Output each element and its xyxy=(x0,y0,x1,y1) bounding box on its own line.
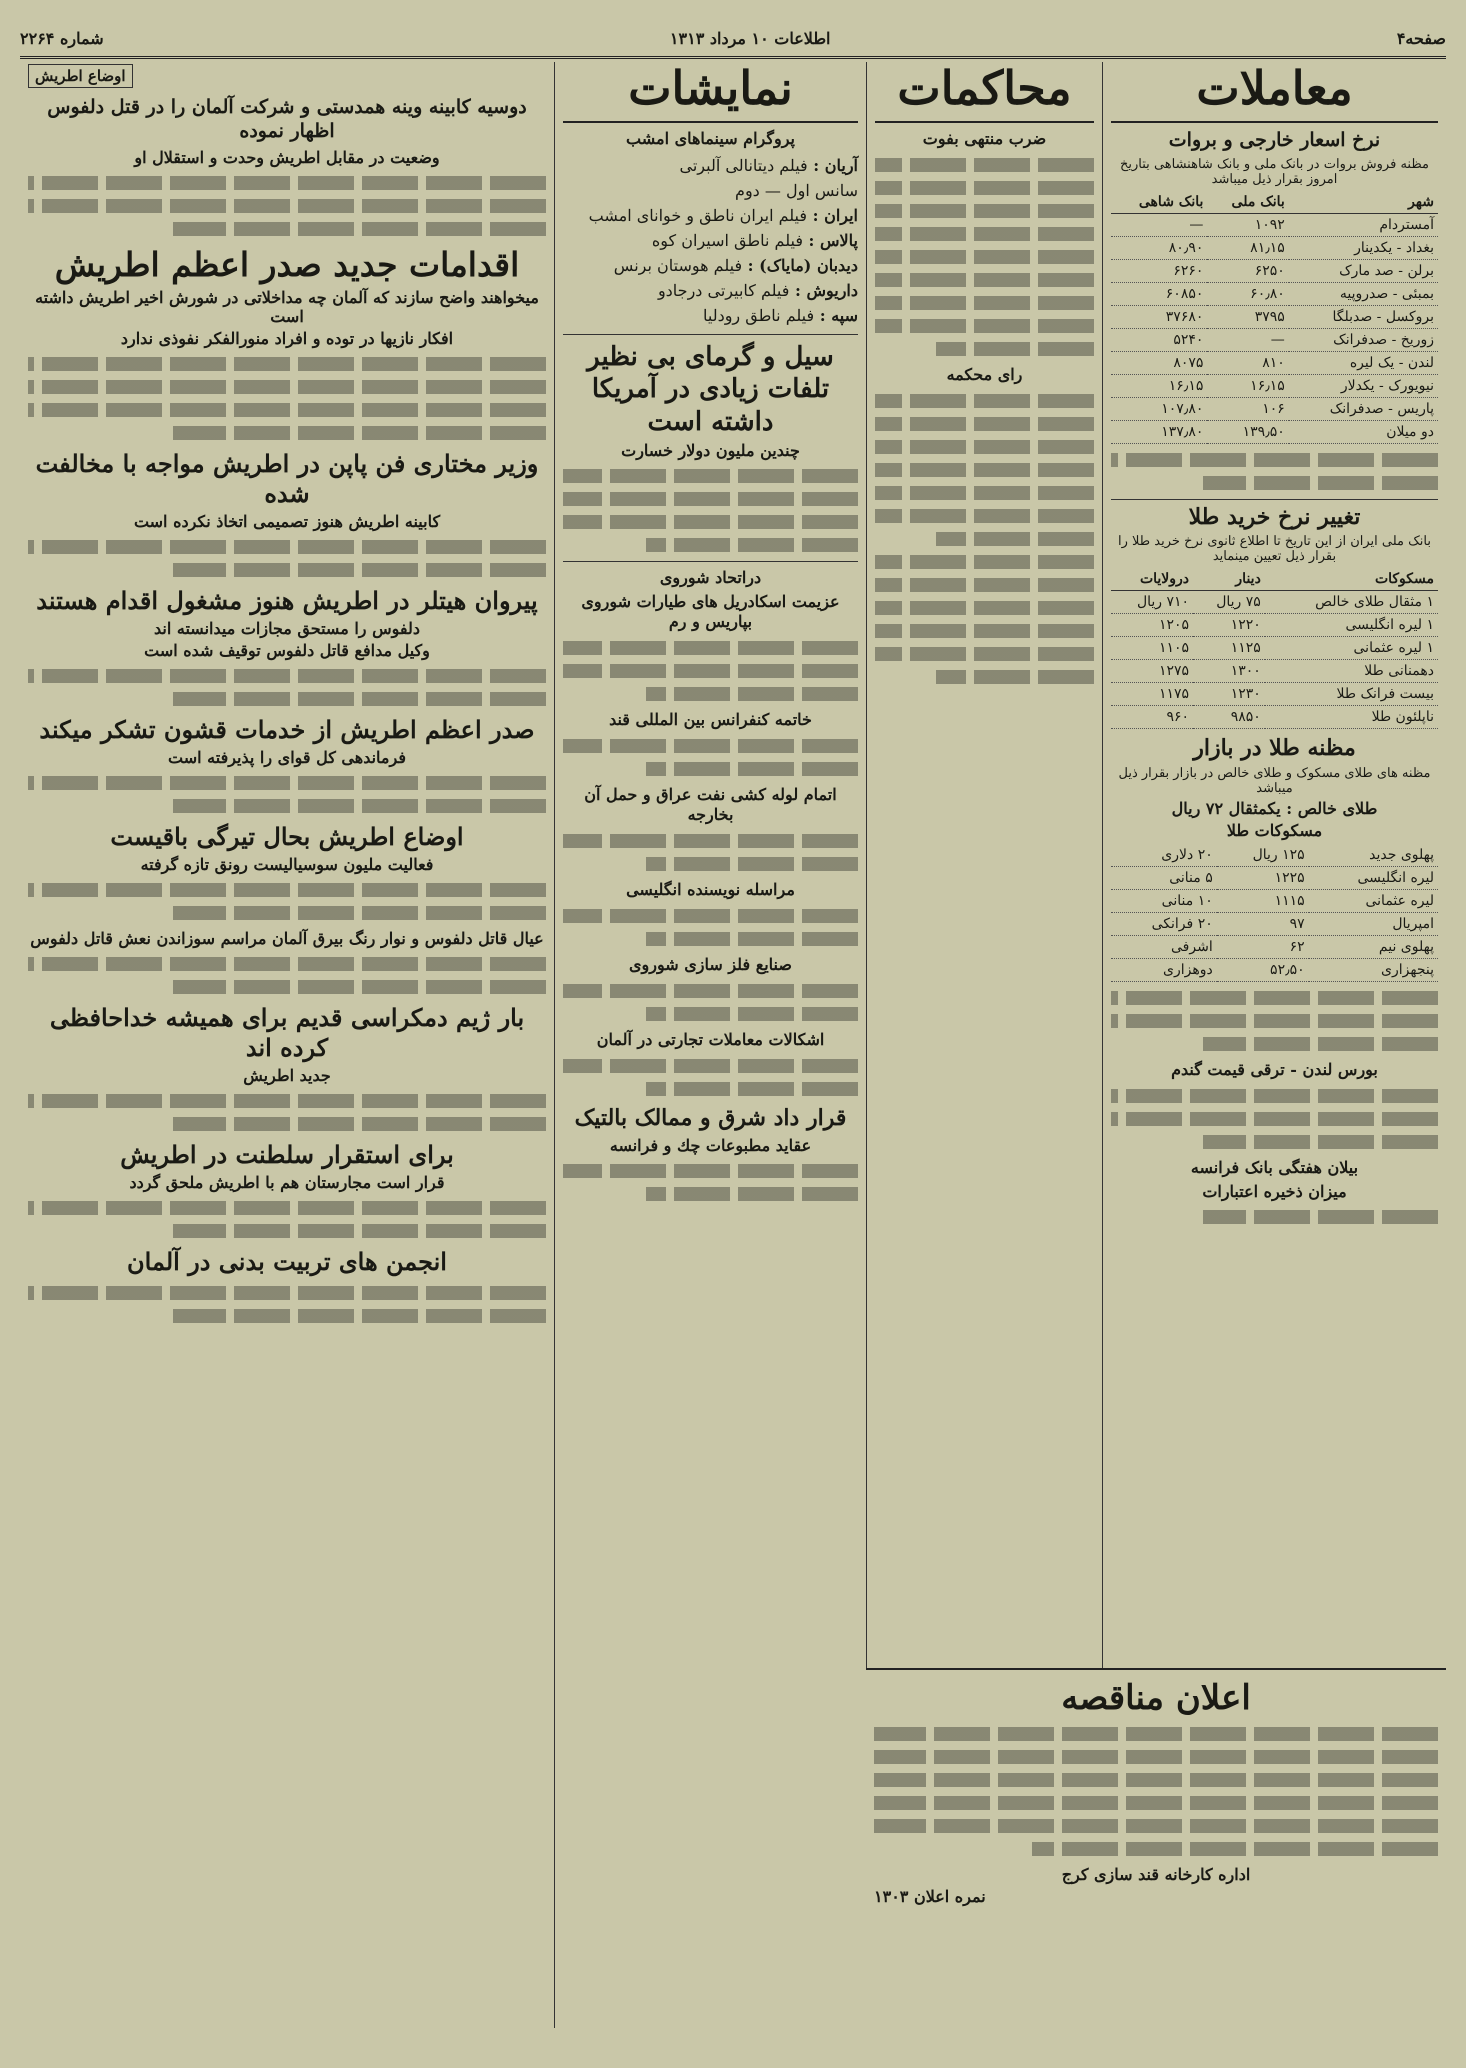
table-row xyxy=(1111,282,1438,305)
text-block xyxy=(173,906,546,920)
gold-table xyxy=(1111,568,1438,729)
list-item: داریوش : فیلم کابیرتی درجادو xyxy=(657,280,858,300)
text-block xyxy=(875,394,1094,408)
text-block xyxy=(875,181,1094,195)
price: ۱۳۰۰ xyxy=(1193,660,1265,683)
text-block xyxy=(173,980,546,994)
issue-number: شماره ۲۲۶۴ xyxy=(20,28,104,48)
rates-header: شهر xyxy=(1289,191,1438,214)
price: ۹۷ xyxy=(1217,912,1309,935)
austria-h1: دوسیه کابینه وینه همدستی و شرکت آلمان را در قتل دلفوس اظهار نموده xyxy=(47,96,527,142)
rates-table xyxy=(1111,191,1438,444)
text-block xyxy=(875,158,1094,172)
oil-title: اتمام لوله کشی نفت عراق و حمل آن بخارجه xyxy=(584,785,837,825)
text-block xyxy=(875,440,1094,454)
text-block xyxy=(875,227,1094,241)
text-block xyxy=(563,492,858,506)
austria-big1b: میخواهند واضح سازند که آلمان چه مداخلاتی در شورش اخیر اطریش داشته است xyxy=(35,288,539,327)
austria-mid7: انجمن های تربیت بدنی در آلمان xyxy=(127,1247,447,1277)
text-block xyxy=(563,909,858,923)
gold-header: درولایات xyxy=(1111,568,1193,591)
text-block xyxy=(28,883,546,897)
market-title: مظنه طلا در بازار xyxy=(1193,735,1356,762)
table-row xyxy=(1111,259,1438,282)
text-block xyxy=(874,1750,1438,1764)
rate-shahi: ۱۶٫۱۵ xyxy=(1111,374,1207,397)
austria-h5: فرماندهی کل قوای را پذیرفته است xyxy=(168,748,406,768)
table-row xyxy=(1111,351,1438,374)
coin: پنجهزاری xyxy=(1309,958,1438,981)
rate-shahi: ۶۲۶۰ xyxy=(1111,259,1207,282)
text-block xyxy=(1203,476,1438,490)
treaty-title: قرار داد شرق و ممالک بالتیک xyxy=(574,1105,847,1132)
writer-title: مراسله نویسنده انگلیسی xyxy=(626,880,795,900)
austria-box: اوضاع اطریش xyxy=(28,64,133,88)
table-row xyxy=(1111,866,1438,889)
price: ۶۲ xyxy=(1217,935,1309,958)
text-block xyxy=(874,1773,1438,1787)
city: بمبئی - صدروپیه xyxy=(1289,282,1438,305)
text-block xyxy=(173,1309,546,1323)
market-price: یکمثقال ۷۲ ریال xyxy=(1171,798,1281,818)
market-sub: طلای خالص xyxy=(1297,798,1378,818)
city: پاریس - صدفرانک xyxy=(1289,397,1438,420)
conf-title: خاتمه کنفرانس بین المللی قند xyxy=(609,710,812,730)
price: ۷۵ ریال xyxy=(1193,591,1265,614)
table-row xyxy=(1111,305,1438,328)
austria-h8: جدید اطریش xyxy=(243,1066,331,1086)
coin-2: ۵ منانی xyxy=(1111,866,1217,889)
trials-title: محاکمات xyxy=(875,62,1094,123)
table-row xyxy=(1111,328,1438,351)
city: زوریخ - صدفرانک xyxy=(1289,328,1438,351)
austria-mid4: اوضاع اطریش بحال تیرگی باقیست xyxy=(110,822,464,852)
list-item: سانس اول — دوم xyxy=(735,180,858,200)
text-block xyxy=(646,1007,858,1021)
price: ۱۲۵ ریال xyxy=(1217,844,1309,867)
austria-h7: عیال قاتل دلفوس و نوار رنگ بیرق آلمان مراسم سوزاندن نعش قاتل دلفوس xyxy=(30,929,544,949)
text-block xyxy=(936,532,1094,546)
austria-mid2: پیروان هیتلر در اطریش هنوز مشغول اقدام هستند xyxy=(36,586,538,616)
text-block xyxy=(646,1187,858,1201)
text-block xyxy=(936,670,1094,684)
industry-title: صنایع فلز سازی شوروی xyxy=(629,955,792,975)
coin: لیره انگلیسی xyxy=(1309,866,1438,889)
table-row xyxy=(1111,844,1438,867)
city: نیویورک - یکدلار xyxy=(1289,374,1438,397)
text-block xyxy=(875,509,1094,523)
film-name: فیلم ناطق اسیران کوه xyxy=(651,230,803,250)
rate-shahi: ۸۰٫۹۰ xyxy=(1111,236,1207,259)
austria-h9: قرار است مجارستان هم با اطریش ملحق گردد xyxy=(129,1173,445,1193)
text-block xyxy=(173,1224,546,1238)
text-block xyxy=(875,647,1094,661)
text-block xyxy=(875,486,1094,500)
table-row xyxy=(1111,660,1438,683)
program-title: پروگرام سینماهای امشب xyxy=(626,128,795,148)
city: لندن - یک لیره xyxy=(1289,351,1438,374)
stock-title: بورس لندن - ترقی قیمت گندم xyxy=(1171,1059,1378,1079)
rates-header: بانک ملی xyxy=(1207,191,1288,214)
austria-mid6: برای استقرار سلطنت در اطریش xyxy=(120,1140,454,1170)
shows-column xyxy=(554,62,866,2028)
text-block xyxy=(1203,1037,1438,1051)
rate-national: ۸۱٫۱۵ xyxy=(1207,236,1288,259)
gold-title: تغییر نرخ خرید طلا xyxy=(1111,499,1438,532)
price-province: ۱۲۷۵ xyxy=(1111,660,1193,683)
text-block xyxy=(646,538,858,552)
show-label-2: دوم xyxy=(735,180,760,200)
coin: لیره عثمانی xyxy=(1309,889,1438,912)
text-block xyxy=(936,342,1094,356)
text-block xyxy=(646,1082,858,1096)
rate-national: ۱۳۹٫۵۰ xyxy=(1207,420,1288,443)
table-row xyxy=(1111,706,1438,729)
table-row xyxy=(1111,420,1438,443)
text-block xyxy=(646,687,858,701)
text-block xyxy=(875,601,1094,615)
austria-box-wrap xyxy=(28,62,546,90)
price: ۱۱۲۵ xyxy=(1193,637,1265,660)
price-province: ۱۲۰۵ xyxy=(1111,614,1193,637)
text-block xyxy=(874,1796,1438,1810)
text-block xyxy=(1203,1210,1438,1224)
text-block xyxy=(173,222,546,236)
divider xyxy=(563,561,858,562)
list-item: آریان : فیلم دیتانالی آلبرتی xyxy=(679,155,858,175)
rate-national: — xyxy=(1207,328,1288,351)
table-row xyxy=(1111,912,1438,935)
austria-h1b: وضعیت در مقابل اطریش وحدت و استقلال او xyxy=(134,147,440,167)
film-name: فیلم کابیرتی درجادو xyxy=(657,280,790,300)
coin: پهلوی جدید xyxy=(1309,844,1438,867)
text-block xyxy=(1111,453,1438,467)
price-province: ۱۱۰۵ xyxy=(1111,637,1193,660)
text-block xyxy=(28,1286,546,1300)
text-block xyxy=(173,799,546,813)
rate-national: ۱۰۹۲ xyxy=(1207,213,1288,236)
cinema-name: سپه xyxy=(831,305,858,325)
text-block xyxy=(173,563,546,577)
text-block xyxy=(875,578,1094,592)
table-row xyxy=(1111,397,1438,420)
trade-title: معاملات xyxy=(1111,62,1438,123)
text-block xyxy=(563,739,858,753)
austria-h3: کابینه اطریش هنوز تصمیمی اتخاذ نکرده است xyxy=(133,512,441,532)
rate-national: ۶۰٫۸۰ xyxy=(1207,282,1288,305)
coin: بیست فرانک طلا xyxy=(1265,683,1438,706)
text-block xyxy=(563,515,858,529)
advert-number: نمره اعلان ۱۳۰۳ xyxy=(874,1887,986,1906)
rate-shahi: ۱۳۷٫۸۰ xyxy=(1111,420,1207,443)
city: برلن - صد مارک xyxy=(1289,259,1438,282)
austria-mid2b: دلفوس را مستحق مجازات میدانسته اند xyxy=(154,619,420,639)
rate-shahi: ۳۷۶۸۰ xyxy=(1111,305,1207,328)
advert-title: اعلان مناقصه xyxy=(1061,1678,1251,1718)
film-name: فیلم دیتانالی آلبرتی xyxy=(679,155,808,175)
cinema-name: ایران xyxy=(824,205,858,225)
price: ۱۲۲۵ xyxy=(1217,866,1309,889)
cinema-name: آریان xyxy=(824,155,858,175)
text-block xyxy=(1111,1089,1438,1103)
soviet-title: دراتحاد شوروی xyxy=(659,568,762,588)
price: ۱۲۳۰ xyxy=(1193,683,1265,706)
text-block xyxy=(1111,1014,1438,1028)
text-block xyxy=(875,319,1094,333)
austria-mid1: وزیر مختاری فن پاپن در اطریش مواجه با مخالفت شده xyxy=(35,449,539,509)
coins-table xyxy=(1111,844,1438,982)
rate-shahi: ۶۰۸۵۰ xyxy=(1111,282,1207,305)
city: دو میلان xyxy=(1289,420,1438,443)
text-block xyxy=(563,664,858,678)
text-block xyxy=(28,1094,546,1108)
text-block xyxy=(28,957,546,971)
text-block xyxy=(875,273,1094,287)
text-block xyxy=(173,426,546,440)
city: بغداد - یکدینار xyxy=(1289,236,1438,259)
text-block xyxy=(28,540,546,554)
text-block xyxy=(646,932,858,946)
austria-column xyxy=(20,62,554,2028)
list-item: سپه : فیلم ناطق رودلیا xyxy=(702,305,858,325)
price: ۱۲۲۰ xyxy=(1193,614,1265,637)
coin: ۱ مثقال طلای خالص xyxy=(1265,591,1438,614)
rates-header-row xyxy=(1111,191,1438,214)
text-block xyxy=(1111,991,1438,1005)
flood-sub: چندین ملیون دولار خسارت xyxy=(621,441,800,461)
coin-2: ۱۰ منانی xyxy=(1111,889,1217,912)
rates-note: مظنه فروش بروات در بانک ملی و بانک شاهنشاهی بتاریخ امروز بقرار ذیل میباشد xyxy=(1120,156,1429,187)
rate-shahi: ۸۰۷۵ xyxy=(1111,351,1207,374)
list-item: دیدبان (مایاک) : فیلم هوستان برنس xyxy=(613,255,858,275)
table-row xyxy=(1111,374,1438,397)
text-block xyxy=(28,357,546,371)
film-name: فیلم ناطق رودلیا xyxy=(702,305,815,325)
rate-national: ۱۰۶ xyxy=(1207,397,1288,420)
table-row xyxy=(1111,637,1438,660)
text-block xyxy=(646,762,858,776)
text-block xyxy=(28,669,546,683)
rate-national: ۳۷۹۵ xyxy=(1207,305,1288,328)
cinema-name: پالاس xyxy=(820,230,858,250)
table-row xyxy=(1111,213,1438,236)
text-block xyxy=(875,624,1094,638)
trials-h1: ضرب منتهی بفوت xyxy=(922,128,1047,148)
austria-h2: افکار نازیها در توده و افراد منورالفکر نفوذی ندارد xyxy=(120,329,454,349)
gold-note: بانک ملی ایران از این تاریخ تا اطلاع ثانوی نرخ خرید طلا را بقرار ذیل تعیین مینماید xyxy=(1118,534,1431,565)
text-block xyxy=(1032,1842,1438,1856)
treaty-sub: عقاید مطبوعات چك و فرانسه xyxy=(609,1135,812,1155)
rate-shahi: ۱۰۷٫۸۰ xyxy=(1111,397,1207,420)
coin: ۱ لیره انگلیسی xyxy=(1265,614,1438,637)
coin: ۱ لیره عثمانی xyxy=(1265,637,1438,660)
rate-national: ۱۶٫۱۵ xyxy=(1207,374,1288,397)
coin: ناپلئون طلا xyxy=(1265,706,1438,729)
text-block xyxy=(28,380,546,394)
rates-header: بانک شاهی xyxy=(1111,191,1207,214)
text-block xyxy=(874,1819,1438,1833)
text-block xyxy=(563,469,858,483)
tender-advert xyxy=(866,1668,1446,2028)
city: آمستردام xyxy=(1289,213,1438,236)
cinema-name: دیدبان (مایاک) xyxy=(759,255,858,275)
table-row xyxy=(1111,958,1438,981)
austria-h6: فعالیت ملیون سوسیالیست رونق تازه گرفته xyxy=(140,855,434,875)
list-item: ایران : فیلم ایران ناطق و خوانای امشب xyxy=(588,205,858,225)
page-label: صفحه۴ xyxy=(1396,28,1446,48)
austria-mid3: صدر اعظم اطریش از خدمات قشون تشکر میکند xyxy=(39,715,535,745)
text-block xyxy=(28,1201,546,1215)
list-item: پالاس : فیلم ناطق اسیران کوه xyxy=(651,230,858,250)
rate-national: ۶۲۵۰ xyxy=(1207,259,1288,282)
text-block xyxy=(563,984,858,998)
text-block xyxy=(874,1727,1438,1741)
price-province: ۷۱۰ ریال xyxy=(1111,591,1193,614)
text-block xyxy=(875,555,1094,569)
show-label: سانس اول xyxy=(785,180,858,200)
coin-2: دوهزاری xyxy=(1111,958,1217,981)
text-block xyxy=(875,463,1094,477)
coins-title: مسکوکات طلا xyxy=(1226,820,1323,840)
table-row xyxy=(1111,614,1438,637)
city: بروکسل - صدبلگا xyxy=(1289,305,1438,328)
rate-shahi: ۵۲۴۰ xyxy=(1111,328,1207,351)
price: ۵۲٫۵۰ xyxy=(1217,958,1309,981)
coin: پهلوی نیم xyxy=(1309,935,1438,958)
coin-2: ۲۰ فرانکی xyxy=(1111,912,1217,935)
table-row xyxy=(1111,683,1438,706)
text-block xyxy=(28,403,546,417)
text-block xyxy=(1203,1135,1438,1149)
coin-2: اشرفی xyxy=(1111,935,1217,958)
cinema-name: داریوش xyxy=(806,280,858,300)
film-name: فیلم هوستان برنس xyxy=(613,255,743,275)
rate-shahi: — xyxy=(1111,213,1207,236)
rate-national: ۸۱۰ xyxy=(1207,351,1288,374)
price: ۱۱۱۵ xyxy=(1217,889,1309,912)
text-block xyxy=(875,296,1094,310)
text-block xyxy=(646,857,858,871)
gold-header: مسکوکات xyxy=(1265,568,1438,591)
film-name: فیلم ایران ناطق و خوانای امشب xyxy=(588,205,808,225)
trials-h2: رای محکمه xyxy=(946,364,1023,384)
table-row xyxy=(1111,935,1438,958)
market-note: مظنه های طلای مسکوک و طلای خالص در بازار بقرار ذیل میباشد xyxy=(1118,765,1431,796)
text-block xyxy=(173,1117,546,1131)
rates-title: نرخ اسعار خارجی و بروات xyxy=(1168,128,1381,151)
text-block xyxy=(28,776,546,790)
coin: دهمنانی طلا xyxy=(1265,660,1438,683)
coin-2: ۲۰ دلاری xyxy=(1111,844,1217,867)
text-block xyxy=(563,641,858,655)
price-province: ۹۶۰ xyxy=(1111,706,1193,729)
shows-title: نمایشات xyxy=(563,62,858,123)
program-list xyxy=(563,153,858,328)
austria-h4: وکیل مدافع قاتل دلفوس توقیف شده است xyxy=(144,641,430,661)
market-line: طلای خالص : یکمثقال ۷۲ ریال xyxy=(1171,798,1378,818)
page-header xyxy=(20,20,1446,59)
flood-headline: سیل و گرمای بی نظیر تلفات زیادی در آمریکا داشته است xyxy=(587,341,834,437)
austria-big1: اقدامات جدید صدر اعظم اطریش xyxy=(54,244,520,284)
advert-signer: اداره کارخانه قند سازی کرج xyxy=(1061,1865,1251,1884)
trade-germany-title: اشکالات معاملات تجارتی در آلمان xyxy=(596,1030,825,1050)
text-block xyxy=(28,176,546,190)
table-row xyxy=(1111,591,1438,614)
text-block xyxy=(1111,1112,1438,1126)
table-row xyxy=(1111,236,1438,259)
text-block xyxy=(875,204,1094,218)
bank-sub: میزان ذخیره اعتبارات xyxy=(1202,1181,1347,1201)
text-block xyxy=(563,1164,858,1178)
text-block xyxy=(173,692,546,706)
divider xyxy=(563,334,858,335)
text-block xyxy=(563,1059,858,1073)
soviet-h1: عزیمت اسکادریل های طیارات شوروی بپاریس و رم xyxy=(581,592,840,632)
gold-header-row xyxy=(1111,568,1438,591)
text-block xyxy=(875,417,1094,431)
text-block xyxy=(28,199,546,213)
text-block xyxy=(563,834,858,848)
paper-date: اطلاعات ۱۰ مرداد ۱۳۱۳ xyxy=(669,28,831,48)
price-province: ۱۱۷۵ xyxy=(1111,683,1193,706)
coin: امپریال xyxy=(1309,912,1438,935)
price: ۹۸۵۰ xyxy=(1193,706,1265,729)
bank-title: بیلان هفتگی بانک فرانسه xyxy=(1190,1157,1359,1177)
text-block xyxy=(875,250,1094,264)
austria-mid5: بار ژیم دمکراسی قدیم برای همیشه خداحافظی کرده اند xyxy=(49,1003,525,1063)
gold-header: دینار xyxy=(1193,568,1265,591)
table-row xyxy=(1111,889,1438,912)
newspaper-page xyxy=(20,20,1446,2028)
